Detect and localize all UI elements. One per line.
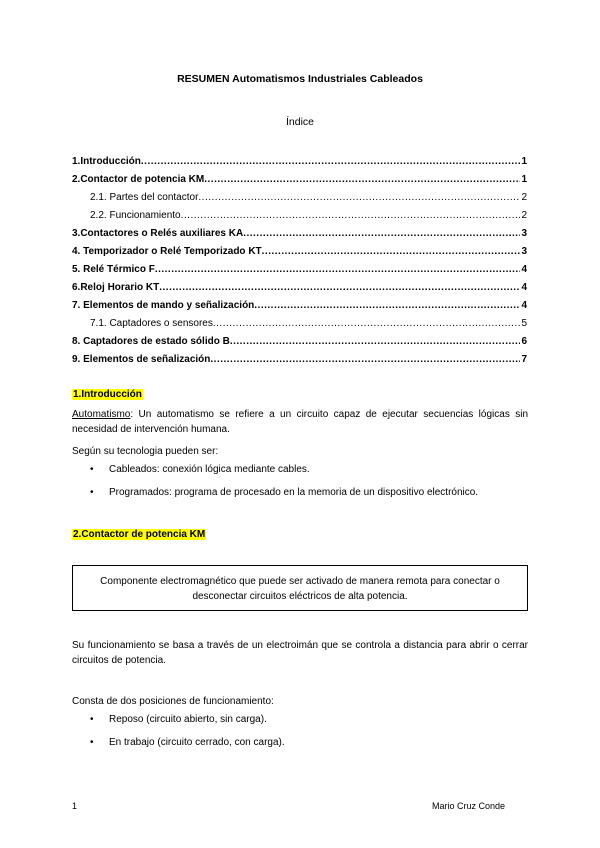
section-heading-introduccion: 1.Introducción (73, 389, 142, 400)
definition-text: : Un automatismo se refiere a un circuito capaz de ejecutar secuencias lógicas sin necesidad de intervención humana. (72, 409, 528, 435)
bullet-reposo: Reposo (circuito abierto, sin carga). (109, 714, 267, 725)
toc-label: 2.1. Partes del contactor (90, 192, 199, 203)
definition-paragraph (72, 407, 528, 437)
toc-entry-temporizador[interactable] (72, 246, 527, 257)
toc-entry-funcionamiento[interactable] (90, 210, 527, 221)
bullet-trabajo: En trabajo (circuito cerrado, con carga). (109, 737, 285, 748)
toc-page: 1 (521, 156, 527, 167)
toc-label: 5. Relé Térmico F (72, 264, 155, 275)
toc-entry-reles-auxiliares[interactable] (72, 228, 527, 239)
bullet-dot: • (90, 464, 94, 475)
definition-box: Componente electromagnético que puede ser activado de manera remota para conectar o desconectar circuitos eléctricos de alta potencia. (72, 565, 528, 611)
bullet-cableados: Cableados: conexión lógica mediante cables. (109, 464, 310, 475)
toc-label: 1.Introducción (72, 156, 141, 167)
toc-page: 3 (521, 228, 527, 239)
toc-entry-elementos-mando[interactable] (72, 300, 527, 311)
toc-page: 5 (521, 318, 527, 329)
bullet-dot: • (90, 737, 94, 748)
toc-page: 3 (521, 246, 527, 257)
toc-entry-estado-solido[interactable] (72, 336, 527, 347)
bullet-dot: • (90, 714, 94, 725)
toc-label: 6.Reloj Horario KT (72, 282, 160, 293)
toc-entry-reloj-horario[interactable] (72, 282, 527, 293)
toc-label: 7. Elementos de mando y señalización (72, 300, 255, 311)
toc-label: 2.2. Funcionamiento (90, 210, 181, 221)
toc-entry-rele-termico[interactable] (72, 264, 527, 275)
technology-intro: Según su tecnologia pueden ser: (72, 446, 219, 457)
toc-label: 2.Contactor de potencia KM (72, 174, 205, 185)
toc-entry-senalizacion[interactable] (72, 354, 527, 365)
toc-page: 2 (521, 210, 527, 221)
section-heading-contactor: 2.Contactor de potencia KM (73, 529, 206, 540)
page-number: 1 (72, 801, 78, 811)
toc-entry-introduccion[interactable] (72, 156, 527, 167)
toc-entry-partes[interactable] (90, 192, 527, 203)
positions-intro: Consta de dos posiciones de funcionamiento: (72, 696, 274, 707)
toc-label: 8. Captadores de estado sólido B (72, 336, 230, 347)
toc-page: 4 (521, 264, 527, 275)
toc-page: 6 (521, 336, 527, 347)
function-paragraph: Su funcionamiento se basa a través de un electroimán que se controla a distancia para abrir o cerrar circuitos de potencia. (72, 640, 528, 666)
footer-author: Mario Cruz Conde (432, 801, 506, 811)
index-title: Índice (285, 116, 315, 128)
toc-label: 7.1. Captadores o sensores (90, 318, 213, 329)
toc-page: 1 (521, 174, 527, 185)
toc-entry-contactor[interactable] (72, 174, 527, 185)
toc-page: 4 (521, 300, 527, 311)
toc-entry-captadores[interactable] (90, 318, 527, 329)
toc-page: 2 (521, 192, 527, 203)
bullet-programados: Programados: programa de procesado en la memoria de un dispositivo electrónico. (109, 487, 479, 498)
toc-page: 4 (521, 282, 527, 293)
document-title: RESUMEN Automatismos Industriales Cableados (177, 73, 423, 85)
toc-label: 4. Temporizador o Relé Temporizado KT (72, 246, 262, 257)
definition-term: Automatismo (72, 409, 131, 420)
toc-label: 3.Contactores o Relés auxiliares KA (72, 228, 244, 239)
toc-page: 7 (521, 354, 527, 365)
toc-label: 9. Elementos de señalización (72, 354, 211, 365)
bullet-dot: • (90, 487, 94, 498)
